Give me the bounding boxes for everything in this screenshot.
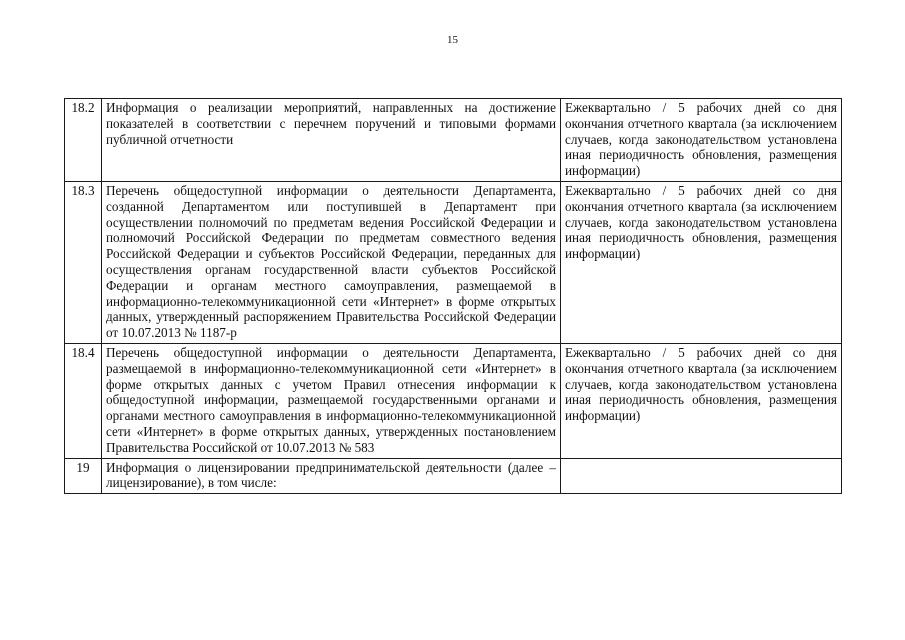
- disclosure-table: [64, 98, 842, 494]
- frequency-cell: Ежеквартально / 5 рабочих дней со дня окончания отчетного квартала (за исключением случаев, когда законодательством установлена иная периодичность обновления, размещения информации): [565, 182, 837, 262]
- table-row: [65, 181, 842, 343]
- table-row: [65, 458, 842, 494]
- row-number: 18.3: [65, 181, 102, 343]
- row-number: 18.4: [65, 343, 102, 458]
- row-number: 18.2: [65, 99, 102, 182]
- frequency-cell: Ежеквартально / 5 рабочих дней со дня окончания отчетного квартала (за исключением случаев, когда законодательством установлена иная периодичность обновления, размещения информации): [565, 100, 837, 179]
- info-cell: Информация о лицензировании предпринимательской деятельности (далее – лицензирование), в том числе:: [106, 459, 556, 491]
- frequency-cell: Ежеквартально / 5 рабочих дней со дня окончания отчетного квартала (за исключением случаев, когда законодательством установлена иная периодичность обновления, размещения информации): [565, 344, 837, 424]
- info-cell: Перечень общедоступной информации о деятельности Департамента, размещаемой в информационно-телекоммуникационной сети «Интернет» в форме открытых данных с учетом Правил отнесения информации к общедоступной информации, размещаемой государственными органами и органами местного самоуправления в информационно-телекоммуникационной сети «Интернет» в форме открытых данных, утвержденных постановлением Правительства Российской от 10.07.2013 № 583: [106, 344, 556, 455]
- info-cell: Перечень общедоступной информации о деятельности Департамента, созданной Департаментом или поступившей в Департамент при осуществлении полномочий по предметам ведения Российской Федерации и полномочий Российской Федерации по предметам совместного ведения Российской Федерации и субъектов Российской Федерации, переданных для осуществления органам государственной власти субъектов Российской Федерации и органам местного самоуправления, размещаемой в информационно-телекоммуникационной сети «Интернет» в форме открытых данных, утвержденный распоряжением Правительства Российской Федерации от 10.07.2013 № 1187-р: [106, 182, 556, 341]
- page-number: 15: [447, 34, 458, 46]
- table-row: [65, 99, 842, 182]
- info-cell: Информация о реализации мероприятий, направленных на достижение показателей в соответствии с перечнем поручений и типовыми формами публичной отчетности: [106, 100, 556, 147]
- row-number: 19: [65, 458, 102, 494]
- table-row: [65, 343, 842, 458]
